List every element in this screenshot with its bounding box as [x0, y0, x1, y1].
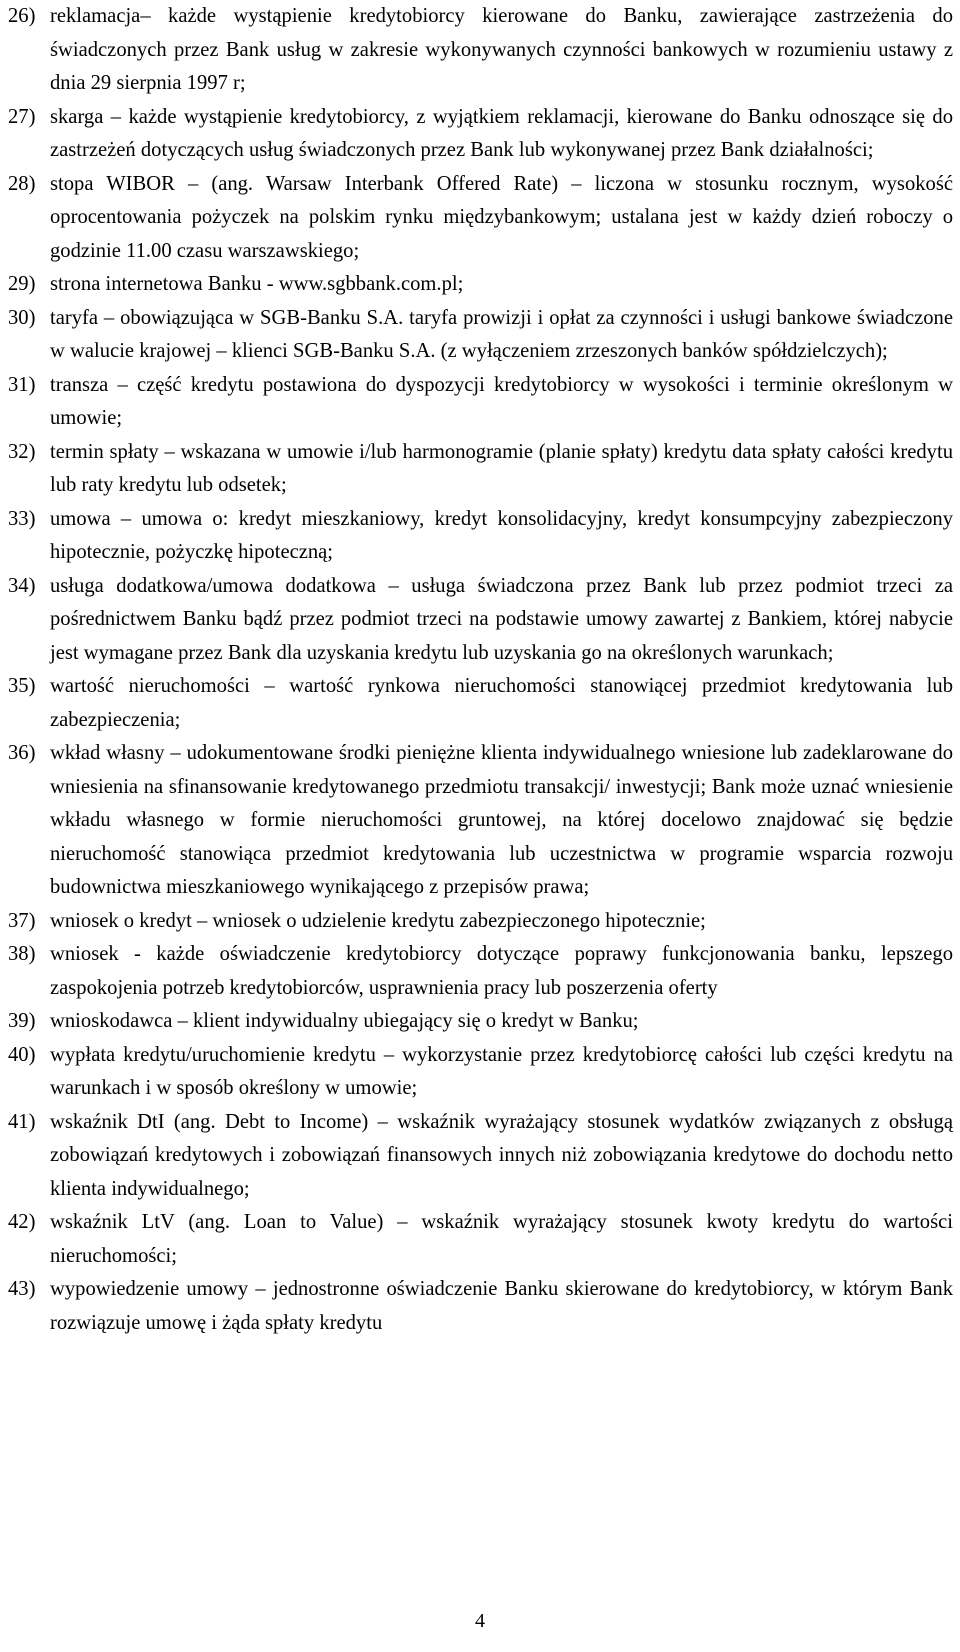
item-text: usługa dodatkowa/umowa dodatkowa – usługa świadczona przez Bank lub przez podmiot trzeci za pośrednictwem Banku bądź przez podmiot trzeci na podstawie umowy zawartej z Bankiem, której nabycie jest wymagane przez Bank dla uzyskania kredytu lub uzyskania go na określonych warunkach; — [50, 574, 953, 664]
list-item — [8, 101, 953, 168]
item-number: 39) — [8, 1010, 36, 1032]
item-text: wniosek o kredyt – wniosek o udzielenie kredytu zabezpieczonego hipotecznie; — [50, 909, 706, 932]
item-number: 27) — [8, 105, 36, 128]
item-number: 36) — [8, 742, 36, 764]
item-text: wkład własny – udokumentowane środki pieniężne klienta indywidualnego wniesione lub zadeklarowane do wniesienia na sfinansowanie kredytowanego przedmiotu transakcji/ inwestycji; Bank może uznać wniesienie wkładu własnego w formie nieruchomości gruntowej, na której docelowo znajdować się będzie nieruchomość stanowiąca przedmiot kredytowania lub uczestnictwa w programie wsparcia rozwoju budownictwa mieszkaniowego wynikającego z przepisów prawa; — [50, 742, 953, 898]
item-number: 40) — [8, 1043, 36, 1066]
list-item — [8, 369, 953, 436]
item-number: 26) — [8, 5, 36, 27]
item-text: wypłata kredytu/uruchomienie kredytu – wykorzystanie przez kredytobiorcę całości lub części kredytu na warunkach i w sposób określony w umowie; — [50, 1043, 953, 1099]
item-text: wskaźnik LtV (ang. Loan to Value) – wskaźnik wyrażający stosunek kwoty kredytu do wartości nieruchomości; — [50, 1211, 953, 1267]
item-text: wypowiedzenie umowy – jednostronne oświadczenie Banku skierowane do kredytobiorcy, w którym Bank rozwiązuje umowę i żąda spłaty kredytu — [50, 1278, 953, 1334]
item-text: wniosek - każde oświadczenie kredytobiorcy dotyczące poprawy funkcjonowania banku, lepszego zaspokojenia potrzeb kredytobiorców, usprawnienia pracy lub poszerzenia oferty — [50, 943, 953, 999]
list-item — [8, 436, 953, 503]
list-item — [8, 938, 953, 1005]
item-text: wskaźnik DtI (ang. Debt to Income) – wskaźnik wyrażający stosunek wydatków związanych z obsługą zobowiązań kredytowych i zobowiązań finansowych innych niż zobowiązania kredytowe do dochodu netto klienta indywidualnego; — [50, 1110, 953, 1200]
item-text: umowa – umowa o: kredyt mieszkaniowy, kredyt konsolidacyjny, kredyt konsumpcyjny zabezpieczony hipotecznie, pożyczkę hipoteczną; — [50, 507, 953, 563]
item-number: 34) — [8, 574, 36, 597]
item-number: 41) — [8, 1110, 36, 1133]
item-text: taryfa – obowiązująca w SGB-Banku S.A. taryfa prowizji i opłat za czynności i usługi bankowe świadczone w walucie krajowej – klienci SGB-Banku S.A. (z wyłączeniem zrzeszonych banków spółdzielczych); — [50, 306, 953, 362]
item-number: 38) — [8, 943, 36, 965]
page-number: 4 — [475, 1610, 485, 1632]
list-item — [8, 1206, 953, 1273]
item-number: 28) — [8, 172, 36, 195]
item-text: strona internetowa Banku - www.sgbbank.com.pl; — [50, 273, 464, 295]
list-item — [8, 905, 953, 939]
item-text: wartość nieruchomości – wartość rynkowa nieruchomości stanowiącej przedmiot kredytowania lub zabezpieczenia; — [50, 675, 953, 731]
definitions-list — [8, 0, 953, 1340]
item-text: wnioskodawca – klient indywidualny ubiegający się o kredyt w Banku; — [50, 1010, 639, 1032]
list-item — [8, 268, 953, 302]
list-item — [8, 0, 953, 101]
list-item — [8, 302, 953, 369]
list-item — [8, 503, 953, 570]
item-number: 42) — [8, 1211, 36, 1233]
list-item — [8, 737, 953, 905]
item-number: 33) — [8, 507, 36, 530]
item-number: 31) — [8, 373, 36, 396]
item-number: 35) — [8, 675, 36, 697]
list-item — [8, 1106, 953, 1207]
list-item — [8, 1273, 953, 1340]
list-item — [8, 1039, 953, 1106]
list-item — [8, 1005, 953, 1039]
list-item — [8, 168, 953, 269]
item-number: 32) — [8, 440, 36, 463]
item-number: 30) — [8, 306, 36, 329]
item-text: skarga – każde wystąpienie kredytobiorcy, z wyjątkiem reklamacji, kierowane do Banku odnoszące się do zastrzeżeń dotyczących usług świadczonych przez Bank lub wykonywanej przez Bank działalności; — [50, 105, 953, 161]
item-number: 43) — [8, 1278, 36, 1300]
item-text: reklamacja– każde wystąpienie kredytobiorcy kierowane do Banku, zawierające zastrzeżenia do świadczonych przez Bank usług w zakresie wykonywanych czynności bankowych w rozumieniu ustawy z dnia 29 sierpnia 1997 r; — [50, 5, 953, 94]
item-number: 37) — [8, 909, 36, 932]
item-text: stopa WIBOR – (ang. Warsaw Interbank Offered Rate) – liczona w stosunku rocznym, wysokość oprocentowania pożyczek na polskim rynku międzybankowym; ustalana jest w każdy dzień roboczy o godzinie 11.00 czasu warszawskiego; — [50, 172, 953, 262]
item-number: 29) — [8, 273, 36, 295]
list-item — [8, 670, 953, 737]
item-text: termin spłaty – wskazana w umowie i/lub harmonogramie (planie spłaty) kredytu data spłaty całości kredytu lub raty kredytu lub odsetek; — [50, 440, 953, 496]
list-item — [8, 570, 953, 671]
item-text: transza – część kredytu postawiona do dyspozycji kredytobiorcy w wysokości i terminie określonym w umowie; — [50, 373, 953, 429]
